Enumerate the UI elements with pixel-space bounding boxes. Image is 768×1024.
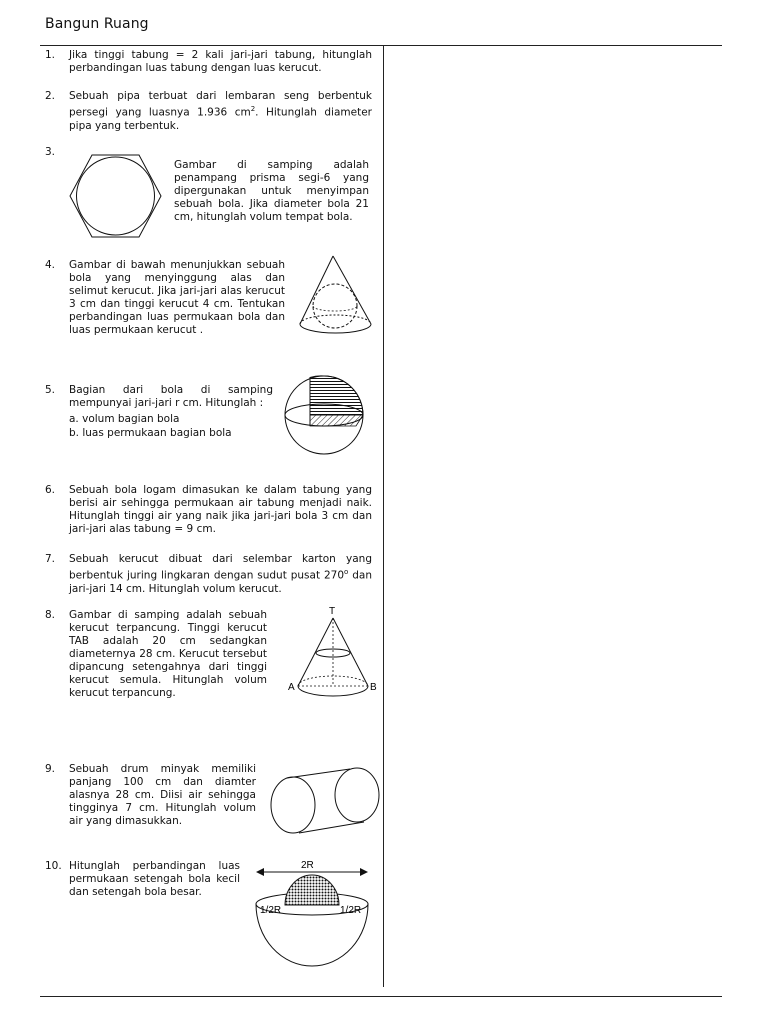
question-10-number: 10. — [45, 860, 62, 872]
question-2-text-a: Sebuah pipa terbuat dari lembaran seng berbentuk persegi yang luasnya 1.936 cm — [69, 90, 372, 119]
hemisphere-figure — [252, 858, 372, 968]
question-7-text-a: Sebuah kerucut dibuat dari selembar karton yang berbentuk juring lingkaran dengan sudut pusat 270 — [69, 553, 372, 582]
label-b: B — [370, 682, 377, 693]
question-1-number: 1. — [45, 49, 56, 61]
cone-ball-figure — [296, 254, 376, 340]
question-4-text: Gambar di bawah menunjukkan sebuah bola yang menyinggung alas dan selimut kerucut. Jika jari-jari alas kerucut 3 cm dan tinggi kerucut 4 cm. Tentukan perbandingan luas permukaan bola dan luas permukaan kerucut . — [69, 259, 285, 336]
question-5-text: Bagian dari bola di samping mempunyai jari-jari r cm. Hitunglah : — [69, 384, 273, 409]
sphere-part-figure — [283, 374, 365, 456]
label-a: A — [288, 682, 295, 693]
question-7-text-b: dan jari-jari 14 cm. Hitunglah volum kerucut. — [69, 569, 372, 595]
shaded-wedge — [310, 415, 363, 426]
label-right-half-r: 1/2R — [340, 905, 362, 916]
drum-front-end — [271, 777, 315, 833]
question-3-text: Gambar di samping adalah penampang prisma segi-6 yang dipergunakan untuk menyimpan sebuah bola. Jika diameter bola 21 cm, hitunglah volum tempat bola. — [174, 159, 369, 223]
question-7-sup: o — [344, 568, 349, 576]
question-8-text: Gambar di samping adalah sebuah kerucut terpancung. Tinggi kerucut TAB adalah 20 cm sedangkan diameternya 28 cm. Kerucut tersebut dipancung setengahnya dari tinggi kerucut semula. Hitunglah volum kerucut terpancung. — [69, 609, 267, 699]
question-4-number: 4. — [45, 259, 56, 271]
hexagon-prism-cross-section — [70, 155, 161, 237]
question-6-number: 6. — [45, 484, 56, 496]
question-2-text — [69, 90, 372, 133]
column-divider — [383, 45, 384, 987]
question-2-text-b: . Hitunglah diameter pipa yang terbentuk. — [69, 106, 372, 132]
question-2-sup: 2 — [250, 105, 256, 113]
bottom-rule — [40, 996, 722, 997]
drum-back-end — [335, 768, 379, 822]
truncated-cone-figure — [287, 604, 379, 708]
question-1-text: Jika tinggi tabung = 2 kali jari-jari tabung, hitunglah perbandingan luas tabung dengan luas kerucut. — [69, 49, 372, 74]
hexagon-ball-figure — [68, 153, 163, 239]
page-title: Bangun Ruang — [45, 16, 149, 32]
question-5-sub-b: b. luas permukaan bagian bola — [69, 427, 232, 439]
question-2-number: 2. — [45, 90, 56, 102]
question-8-number: 8. — [45, 609, 56, 621]
small-hemisphere — [285, 875, 339, 905]
label-t: T — [329, 606, 336, 617]
question-5-number: 5. — [45, 384, 56, 396]
question-9-number: 9. — [45, 763, 56, 775]
shaded-top-section — [310, 376, 363, 415]
question-9-text: Sebuah drum minyak memiliki panjang 100 cm dan diamter alasnya 28 cm. Diisi air sehingga tingginya 7 cm. Hitunglah volum air yang dimasukkan. — [69, 763, 256, 827]
question-3-number: 3. — [45, 146, 56, 158]
top-rule — [40, 45, 722, 46]
inscribed-ball — [313, 284, 357, 328]
question-5-sub-a: a. volum bagian bola — [69, 413, 180, 425]
label-2r: 2R — [301, 860, 314, 871]
question-6-text: Sebuah bola logam dimasukan ke dalam tabung yang berisi air sehingga permukaan air tabung menjadi naik. Hitunglah tinggi air yang naik jika jari-jari bola 3 cm dan jari-jari alas tabung = 9 cm. — [69, 484, 372, 535]
drum-cylinder-figure — [268, 765, 384, 837]
question-7-text — [69, 553, 372, 596]
question-10-text: Hitunglah perbandingan luas permukaan setengah bola kecil dan setengah bola besar. — [69, 860, 240, 898]
question-7-number: 7. — [45, 553, 56, 565]
label-left-half-r: 1/2R — [260, 905, 282, 916]
ball-circle — [77, 157, 155, 235]
